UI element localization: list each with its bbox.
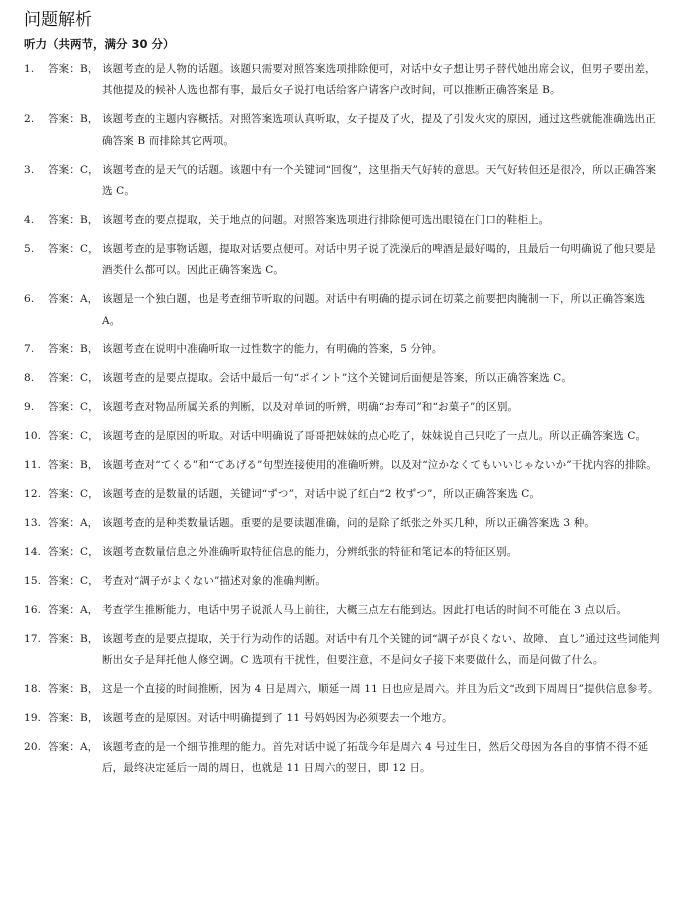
item-body <box>48 368 666 389</box>
item-body <box>48 397 666 418</box>
item-number: 10. <box>24 430 42 443</box>
answer-label: 答案：B， <box>48 343 99 356</box>
item-body <box>48 339 666 360</box>
item-body <box>48 542 666 563</box>
explanation-text: 该题考查的是原因的听取。对话中明确说了哥哥把妹妹的点心吃了，妹妹说自己只吃了一点儿。所以正确答案选 C。 <box>102 430 647 443</box>
answer-label: 答案：B， <box>48 682 99 695</box>
answer-item <box>24 368 666 389</box>
answer-label: 答案：C， <box>48 574 99 587</box>
explanation-text: 该题是一个独白题，也是考查细节听取的问题。对话中有明确的提示词在切菜之前要把肉腌制一下，所以正确答案选 A。 <box>102 293 646 327</box>
answer-label: 答案：C， <box>48 488 99 500</box>
item-number: 11. <box>24 459 42 472</box>
explanation-text: 考查学生推断能力，电话中男子说派人马上前往，大概三点左右能到达。因此打电话的时间不可能在 3 点以后。 <box>102 603 628 616</box>
item-number: 6. <box>24 293 35 306</box>
explanation-text: 这是一个直接的时间推断，因为 4 日是周六，顺延一周 11 日也应是周六。并且为后文“改到下周周日”提供信息参考。 <box>102 682 659 695</box>
explanation-text: 该题考查的是要点提取。会话中最后一句“ポイント”这个关键词后面便是答案，所以正确答案选 C。 <box>102 372 573 385</box>
answer-item <box>24 289 666 332</box>
answer-item <box>24 513 666 534</box>
explanation-text: 该题考查的是天气的话题。该题中有一个关键词“回復”，这里指天气好转的意思。天气好转但还是很冷，所以正确答案选 C。 <box>102 163 657 198</box>
explanation-text: 该题考查对物品所属关系的判断，以及对单词的听辨，明确“お寿司”和“お菓子”的区别。 <box>102 401 519 414</box>
answer-label: 答案：B， <box>48 632 99 645</box>
item-number: 8. <box>24 372 35 385</box>
item-body <box>48 513 666 534</box>
explanation-text: 考查对“調子がよくない”描述对象的准确判断。 <box>102 574 327 587</box>
item-number: 7. <box>24 343 35 356</box>
explanation-text: 该题考查的是事物话题，提取对话要点便可。对话中男子说了洗澡后的啤酒是最好喝的，且最后一句明确说了他只要是酒类什么都可以。因此正确答案选 C。 <box>102 242 656 277</box>
answer-label: 答案：C， <box>48 242 99 255</box>
answer-label: 答案：C， <box>48 163 99 176</box>
item-number: 3. <box>24 163 35 176</box>
item-body <box>48 455 666 476</box>
item-body <box>48 484 666 505</box>
explanation-text: 该题考查在说明中准确听取一过性数字的能力，有明确的答案，5 分钟。 <box>102 343 443 356</box>
explanation-text: 该题考查的是一个细节推理的能力。首先对话中说了拓哉今年是周六 4 号过生日，然后父母因为各自的事情不得不延后，最终决定延后一周的周日，也就是 11 日周六的翌日，即 12 日。 <box>102 740 649 775</box>
answer-label: 答案：A， <box>48 516 99 529</box>
answer-item <box>24 397 666 418</box>
item-body <box>48 109 666 152</box>
item-number: 17. <box>24 632 42 645</box>
answer-label: 答案：B， <box>48 459 99 472</box>
answer-label: 答案：B， <box>48 113 99 126</box>
item-body <box>48 210 666 231</box>
item-body <box>48 737 666 780</box>
answer-label: 答案：A， <box>48 740 99 753</box>
item-body <box>48 571 666 592</box>
answer-item <box>24 629 666 672</box>
answer-item <box>24 239 666 282</box>
document-title: 问题解析 <box>24 10 92 30</box>
item-number: 12. <box>24 488 42 500</box>
answer-item <box>24 679 666 700</box>
explanation-text: 该题考查的是原因。对话中明确提到了 11 号妈妈因为必须要去一个地方。 <box>102 711 453 724</box>
item-body <box>48 426 666 447</box>
answer-label: 答案：C， <box>48 401 99 414</box>
item-body <box>48 708 666 729</box>
item-number: 5. <box>24 242 35 255</box>
answer-item <box>24 542 666 563</box>
answer-item <box>24 210 666 231</box>
answer-label: 答案：C， <box>48 430 99 443</box>
item-number: 15. <box>24 574 42 587</box>
answer-item <box>24 484 666 505</box>
item-body <box>48 289 666 332</box>
explanation-text: 该题考查数量信息之外准确听取特征信息的能力，分辨纸张的特征和笔记本的特征区别。 <box>102 545 518 558</box>
item-number: 19. <box>24 711 42 724</box>
explanation-text: 该题考查的是种类数量话题。重要的是要读题准确，问的是除了纸张之外买几种，所以正确答案选 3 种。 <box>102 516 596 529</box>
answer-label: 答案：A， <box>48 293 99 306</box>
answer-item <box>24 737 666 780</box>
answer-item <box>24 160 666 203</box>
answer-item <box>24 339 666 360</box>
item-number: 18. <box>24 682 42 695</box>
explanation-text: 该题考查的是人物的话题。该题只需要对照答案选项排除便可，对话中女子想让男子替代她出席会议，但男子要出差，其他提及的候补人选也都有事，最后女子说打电话给客户请客户改时间，可以推断正确答案是 B。 <box>102 63 656 97</box>
item-body <box>48 600 666 621</box>
item-body <box>48 679 666 700</box>
answer-item <box>24 600 666 621</box>
item-number: 9. <box>24 401 35 414</box>
answer-item <box>24 708 666 729</box>
answer-list <box>24 59 666 779</box>
answer-item <box>24 426 666 447</box>
answer-label: 答案：B， <box>48 711 99 724</box>
explanation-text: 该题考查的是数量的话题，关键词“ずつ”，对话中说了红白“2 枚ずつ”，所以正确答案选 C。 <box>102 488 541 500</box>
item-number: 4. <box>24 213 35 226</box>
item-body <box>48 59 666 102</box>
item-body <box>48 239 666 282</box>
answer-item <box>24 109 666 152</box>
answer-label: 答案：C， <box>48 545 99 558</box>
item-number: 16. <box>24 603 42 616</box>
explanation-text: 该题考查的要点提取，关于地点的问题。对照答案选项进行排除便可选出眼镜在门口的鞋柜上。 <box>102 213 550 226</box>
answer-label: 答案：C， <box>48 372 99 385</box>
item-number: 20. <box>24 740 42 753</box>
item-number: 14. <box>24 545 42 558</box>
explanation-text: 该题考查对“てくる”和“てあげる”句型连接使用的准确听辨。以及对“泣かなくてもいいじゃないか”干扰内容的排除。 <box>102 459 657 472</box>
answer-label: 答案：B， <box>48 213 99 226</box>
section-heading: 听力（共两节，满分 30 分） <box>24 37 175 51</box>
answer-label: 答案：B， <box>48 63 99 75</box>
explanation-text: 该题考查的主题内容概括。对照答案选项认真听取，女子提及了火，提及了引发火灾的原因，通过这些就能准确选出正确答案 B 而排除其它两项。 <box>102 113 656 147</box>
item-number: 13. <box>24 516 42 529</box>
answer-item <box>24 59 666 102</box>
explanation-text: 该题考查的是要点提取，关于行为动作的话题。对话中有几个关键的词“調子が良くない、故障、 直し”通过这些词能判断出女子是拜托他人修空调。C 选项有干扰性，但要注意，不是问女子接下来要做什么，而是问做了什么。 <box>102 632 660 666</box>
item-number: 1. <box>24 63 35 75</box>
answer-item <box>24 455 666 476</box>
item-body <box>48 629 666 672</box>
answer-item <box>24 571 666 592</box>
item-number: 2. <box>24 113 35 126</box>
item-body <box>48 160 666 203</box>
answer-label: 答案：A， <box>48 603 99 616</box>
